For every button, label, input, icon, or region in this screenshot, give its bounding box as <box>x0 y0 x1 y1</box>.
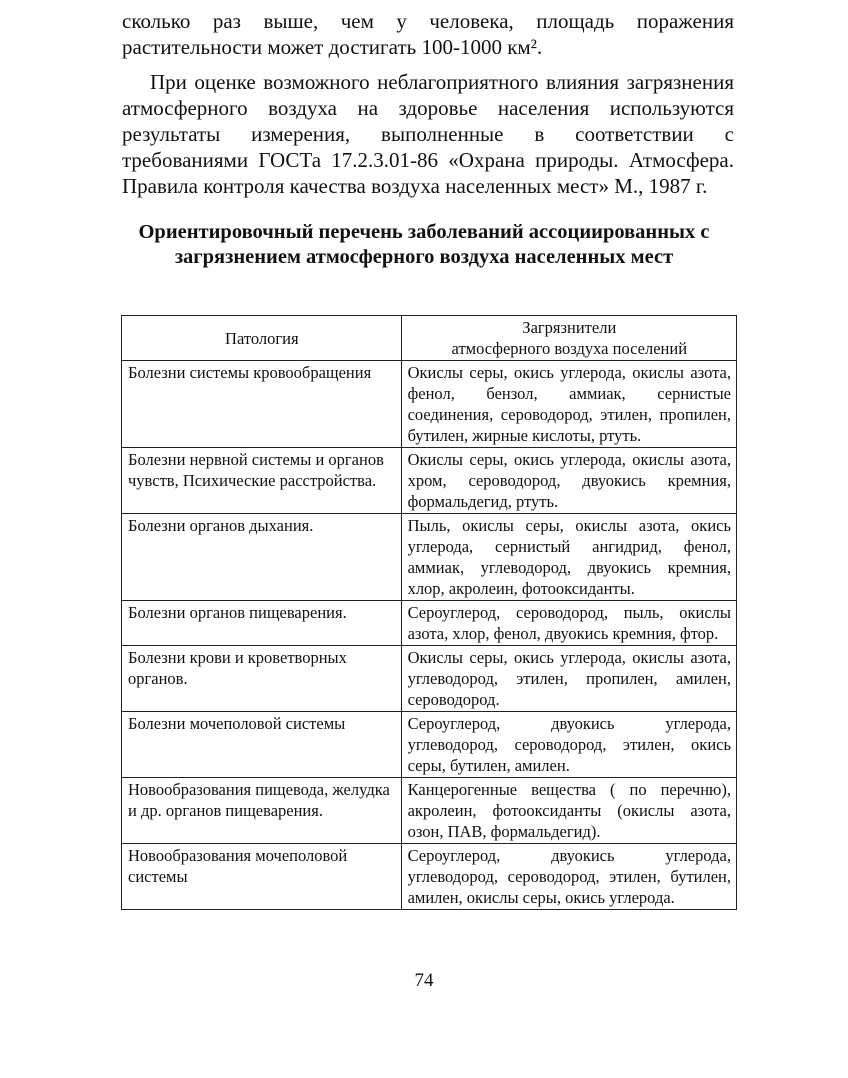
pathology-cell: Новообразования пищевода, желудка и др. органов пищеварения. <box>122 778 402 844</box>
pathology-cell: Новообразования мочеполовой системы <box>122 844 402 910</box>
table-row <box>122 514 737 601</box>
pathology-cell: Болезни органов пищеварения. <box>122 601 402 646</box>
table-header-row <box>122 316 737 361</box>
paragraph-gost: При оценке возможного неблагоприятного влияния загрязнения атмосферного воздуха на здоровье населения используются результаты измерения, выполненные в соответствии с требованиями ГОСТа 17.2.3.01-86 «Охрана природы. Атмосфера. Правила контроля качества воздуха населенных мест» М., 1987 г. <box>122 70 734 198</box>
header-pathology: Патология <box>122 316 402 361</box>
header-pollutants-line1: Загрязнители <box>522 318 617 337</box>
table-row <box>122 646 737 712</box>
table-row <box>122 361 737 448</box>
table-row <box>122 778 737 844</box>
table-row <box>122 601 737 646</box>
pollutants-cell: Окислы серы, окись углерода, окислы азота, хром, сероводород, двуокись кремния, формальдегид, ртуть. <box>401 448 736 514</box>
pathology-cell: Болезни органов дыхания. <box>122 514 402 601</box>
pollutants-cell: Пыль, окислы серы, окислы азота, окись углерода, сернистый ангидрид, фенол, аммиак, углеводород, двуокись кремния, хлор, акролеин, фотооксиданты. <box>401 514 736 601</box>
page-number: 74 <box>414 970 434 991</box>
pathology-cell: Болезни нервной системы и органов чувств, Психические расстройства. <box>122 448 402 514</box>
pollutants-cell: Канцерогенные вещества ( по перечню), акролеин, фотооксиданты (окислы азота, озон, ПАВ, формальдегид). <box>401 778 736 844</box>
pollutants-cell: Сероуглерод, двуокись углерода, углеводород, сероводород, этилен, бутилен, амилен, окислы серы, окись углерода. <box>401 844 736 910</box>
table-row <box>122 712 737 778</box>
pathology-cell: Болезни крови и кроветворных органов. <box>122 646 402 712</box>
pollutants-cell: Окислы серы, окись углерода, окислы азота, фенол, бензол, аммиак, сернистые соединения, сероводород, этилен, пропилен, бутилен, жирные кислоты, ртуть. <box>401 361 736 448</box>
pollutants-cell: Сероуглерод, сероводород, пыль, окислы азота, хлор, фенол, двуокись кремния, фтор. <box>401 601 736 646</box>
table-row <box>122 448 737 514</box>
pollutants-cell: Окислы серы, окись углерода, окислы азота, углеводород, этилен, пропилен, амилен, сероводород. <box>401 646 736 712</box>
pathology-cell: Болезни системы кровообращения <box>122 361 402 448</box>
header-pollutants <box>401 316 736 361</box>
pollutants-cell: Сероуглерод, двуокись углерода, углеводород, сероводород, этилен, окись серы, бутилен, амилен. <box>401 712 736 778</box>
header-pollutants-line2: атмосферного воздуха поселений <box>451 339 688 358</box>
paragraph-continuation: сколько раз выше, чем у человека, площадь поражения растительности может достигать 100-1000 км². <box>122 9 734 59</box>
table-title: Ориентировочный перечень заболеваний ассоциированных с загрязнением атмосферного воздуха населенных мест <box>138 221 710 268</box>
disease-pollutant-table <box>121 315 737 910</box>
table-row <box>122 844 737 910</box>
pathology-cell: Болезни мочеполовой системы <box>122 712 402 778</box>
